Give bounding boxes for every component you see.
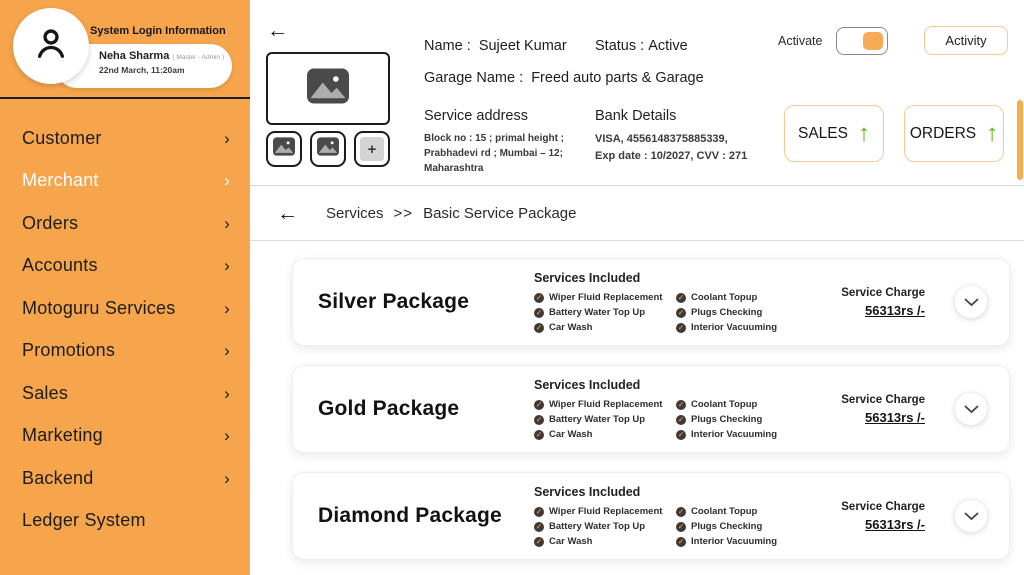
status-label: Status :	[595, 38, 645, 54]
package-title: Gold Package	[318, 397, 460, 420]
check-icon: ✓	[535, 292, 543, 302]
service-charge-label: Service Charge	[841, 286, 925, 299]
chevron-down-icon	[964, 509, 979, 524]
sidebar-item-label: Backend	[22, 467, 94, 488]
service-item-label: Plugs Checking	[691, 521, 763, 532]
package-title: Silver Package	[318, 290, 470, 313]
check-icon: ✓	[677, 307, 685, 317]
service-item-label: Car Wash	[549, 536, 593, 547]
service-item	[676, 292, 777, 303]
user-role: ( Master - Admin )	[172, 54, 225, 61]
orders-label: ORDERS	[909, 124, 977, 142]
service-item-label: Battery Water Top Up	[549, 521, 646, 532]
chevron-right-icon: ›	[224, 256, 230, 276]
scrollbar-thumb[interactable]	[1017, 100, 1023, 180]
check-icon: ✓	[677, 414, 685, 424]
user-name: Neha Sharma ( Master - Admin )	[99, 50, 225, 62]
sidebar-item-marketing[interactable]	[0, 415, 250, 458]
sidebar-item-backend[interactable]	[0, 457, 250, 500]
chevron-right-icon: ›	[224, 468, 230, 488]
service-item	[534, 521, 662, 532]
image-icon	[273, 137, 295, 161]
expand-package-button[interactable]	[955, 286, 987, 318]
chevron-right-icon: ›	[224, 298, 230, 318]
arrow-up-icon: ↑	[986, 119, 999, 147]
sidebar-item-promotions[interactable]	[0, 330, 250, 373]
service-item	[676, 506, 777, 517]
services-col-2	[676, 506, 777, 547]
bank-details-text: VISA, 4556148375885339, Exp date : 10/2027, CVV : 271	[595, 133, 748, 162]
sidebar-item-label: Accounts	[22, 255, 98, 276]
services-included-title: Services Included	[534, 271, 641, 285]
sidebar-item-label: Ledger System	[22, 510, 146, 531]
orders-button[interactable]	[904, 105, 1004, 162]
back-icon[interactable]: ←	[267, 19, 288, 42]
sidebar-nav	[0, 99, 250, 542]
service-item	[676, 536, 777, 547]
sidebar-item-label: Customer	[22, 127, 102, 148]
activate-label: Activate	[778, 34, 823, 48]
service-charge-value: 56313rs /-	[865, 409, 925, 425]
service-charge-label: Service Charge	[841, 500, 925, 513]
chevron-down-icon	[964, 295, 979, 310]
user-icon	[30, 23, 72, 70]
check-icon: ✓	[535, 506, 543, 516]
service-item-label: Battery Water Top Up	[549, 414, 646, 425]
sidebar-item-merchant[interactable]	[0, 160, 250, 203]
chevron-right-icon: ›	[224, 426, 230, 446]
check-icon: ✓	[535, 414, 543, 424]
service-item-label: Plugs Checking	[691, 307, 763, 318]
chevron-right-icon: ›	[224, 341, 230, 361]
service-charge-label: Service Charge	[841, 393, 925, 406]
chevron-down-icon	[964, 402, 979, 417]
avatar	[13, 8, 89, 84]
service-item-label: Coolant Topup	[691, 506, 758, 517]
breadcrumb	[326, 205, 576, 222]
chevron-right-icon: ›	[224, 171, 230, 191]
service-charge-block	[800, 287, 925, 318]
service-charge-block	[800, 501, 925, 532]
sales-label: SALES	[798, 124, 848, 142]
package-title: Diamond Package	[318, 504, 502, 527]
status-value: Active	[648, 38, 688, 54]
service-item-label: Interior Vacuuming	[691, 322, 778, 333]
sidebar-item-motoguru-services[interactable]	[0, 287, 250, 330]
sidebar-item-customer[interactable]	[0, 117, 250, 160]
service-item-label: Wiper Fluid Replacement	[549, 506, 663, 517]
service-item	[676, 414, 777, 425]
sidebar	[0, 0, 250, 575]
service-item	[534, 536, 662, 547]
service-item	[534, 322, 662, 333]
name-value: Sujeet Kumar	[478, 38, 567, 54]
garage-photo-placeholder[interactable]	[266, 52, 390, 125]
image-icon	[307, 68, 349, 109]
service-item	[534, 307, 662, 318]
chevron-right-icon: ›	[224, 383, 230, 403]
services-block	[534, 485, 800, 547]
sidebar-item-accounts[interactable]	[0, 245, 250, 288]
merchant-header	[250, 0, 1024, 186]
activate-toggle[interactable]	[836, 27, 888, 55]
service-item	[676, 521, 777, 532]
service-item	[534, 429, 662, 440]
service-item	[676, 307, 777, 318]
breadcrumb-section[interactable]: Services	[326, 204, 384, 222]
chevron-right-icon: ›	[224, 128, 230, 148]
login-datetime: 22nd March, 11:20am	[99, 65, 185, 75]
service-item-label: Coolant Topup	[691, 399, 758, 410]
service-item-label: Car Wash	[549, 429, 593, 440]
services-col-2	[676, 292, 777, 333]
service-address-text: Block no : 15 ; primal height ; Prabhadevi rd ; Mumbai – 12; Maharashtra	[424, 133, 565, 174]
status-row	[595, 38, 688, 54]
arrow-up-icon: ↑	[857, 119, 870, 147]
image-icon	[317, 137, 339, 161]
services-included-title: Services Included	[534, 378, 641, 392]
main-content	[250, 0, 1024, 575]
service-item	[534, 399, 662, 410]
toggle-knob	[863, 32, 883, 50]
service-charge-value: 56313rs /-	[865, 302, 925, 318]
service-item-label: Car Wash	[549, 322, 593, 333]
sidebar-item-ledger-system[interactable]	[0, 500, 250, 543]
breadcrumb-bar	[250, 186, 1024, 241]
package-list	[250, 241, 1024, 560]
add-photo-button[interactable]	[354, 131, 390, 167]
services-included-title: Services Included	[534, 485, 641, 499]
service-item	[534, 506, 662, 517]
chevron-right-icon: ›	[224, 213, 230, 233]
package-card	[292, 472, 1010, 560]
check-icon: ✓	[677, 429, 685, 439]
sidebar-item-orders[interactable]	[0, 202, 250, 245]
sidebar-item-label: Promotions	[22, 340, 116, 361]
garage-name-label: Garage Name :	[424, 70, 524, 86]
garage-name-value: Freed auto parts & Garage	[531, 70, 704, 86]
service-address-title: Service address	[424, 108, 528, 124]
service-item-label: Interior Vacuuming	[691, 536, 778, 547]
sidebar-item-label: Motoguru Services	[22, 297, 176, 318]
sidebar-item-sales[interactable]	[0, 372, 250, 415]
check-icon: ✓	[535, 536, 543, 546]
check-icon: ✓	[677, 322, 685, 332]
check-icon: ✓	[535, 322, 543, 332]
sidebar-header	[0, 0, 250, 99]
sidebar-item-label: Orders	[22, 212, 79, 233]
garage-name-row	[424, 70, 704, 86]
check-icon: ✓	[677, 292, 685, 302]
breadcrumb-current: Basic Service Package	[423, 204, 577, 222]
expand-package-button[interactable]	[955, 393, 987, 425]
photo-thumbnails	[266, 131, 390, 167]
service-item	[676, 322, 777, 333]
service-item	[534, 414, 662, 425]
services-col-1	[534, 292, 662, 333]
service-item	[534, 292, 662, 303]
photo-thumb-1[interactable]	[266, 131, 302, 167]
service-charge-value: 56313rs /-	[865, 516, 925, 532]
check-icon: ✓	[535, 521, 543, 531]
sidebar-item-label: Marketing	[22, 425, 103, 446]
service-item-label: Battery Water Top Up	[549, 307, 646, 318]
photo-thumb-2[interactable]	[310, 131, 346, 167]
name-label: Name :	[424, 38, 471, 54]
sidebar-item-label: Sales	[22, 382, 69, 403]
service-item	[676, 429, 777, 440]
login-info-title: System Login Information	[90, 25, 226, 37]
services-col-2	[676, 399, 777, 440]
check-icon: ✓	[535, 429, 543, 439]
service-item	[676, 399, 777, 410]
service-item-label: Wiper Fluid Replacement	[549, 292, 663, 303]
services-col-1	[534, 506, 662, 547]
check-icon: ✓	[677, 399, 685, 409]
service-item-label: Interior Vacuuming	[691, 429, 778, 440]
services-block	[534, 271, 800, 333]
check-icon: ✓	[535, 399, 543, 409]
check-icon: ✓	[677, 521, 685, 531]
bank-details-title: Bank Details	[595, 108, 677, 124]
check-icon: ✓	[677, 506, 685, 516]
services-block	[534, 378, 800, 440]
service-charge-block	[800, 394, 925, 425]
merchant-name-row	[424, 38, 567, 54]
expand-package-button[interactable]	[955, 500, 987, 532]
service-item-label: Plugs Checking	[691, 414, 763, 425]
check-icon: ✓	[677, 536, 685, 546]
activate-control	[778, 27, 888, 55]
sales-button[interactable]	[784, 105, 884, 162]
check-icon: ✓	[535, 307, 543, 317]
package-card	[292, 258, 1010, 346]
activity-button[interactable]: Activity	[924, 26, 1008, 55]
services-col-1	[534, 399, 662, 440]
back-icon[interactable]: ←	[277, 201, 298, 225]
sidebar-item-label: Merchant	[22, 170, 99, 191]
plus-icon: +	[360, 137, 384, 161]
service-item-label: Coolant Topup	[691, 292, 758, 303]
service-item-label: Wiper Fluid Replacement	[549, 399, 663, 410]
package-card	[292, 365, 1010, 453]
breadcrumb-separator: >>	[393, 204, 414, 222]
